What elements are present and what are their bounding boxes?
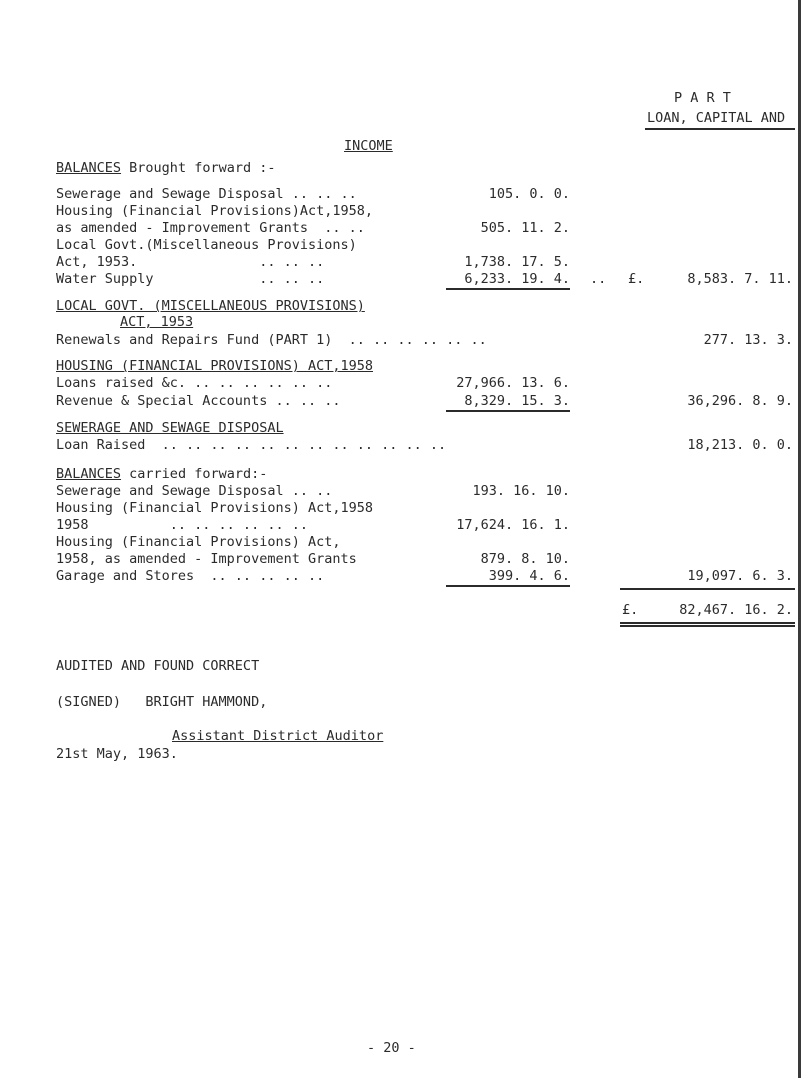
housing-subtotal-rule [446,410,570,412]
balances-cf-heading-rest: carried forward:- [129,466,268,482]
housing-row-label: Loans raised &c. .. .. .. .. .. .. [56,375,333,391]
balances-bf-heading-rest: Brought forward :- [129,160,276,176]
cf-row-label: 1958 .. .. .. .. .. .. [56,517,308,533]
local-govt-row-label: Renewals and Repairs Fund (PART 1) .. .. .. .. .. .. [56,332,487,348]
grand-total-amount: 82,467. 16. 2. [679,602,793,618]
cf-row-amount: 193. 16. 10. [472,483,570,499]
bf-row-label: Sewerage and Sewage Disposal .. .. .. [56,186,357,202]
housing-total: 36,296. 8. 9. [687,393,793,409]
section-rule [645,128,795,130]
bf-row-label: Local Govt.(Miscellaneous Provisions) [56,237,357,253]
balances-bf-heading [56,160,275,176]
cf-row-amount: 879. 8. 10. [480,551,570,567]
balances-bf-heading-word: BALANCES [56,160,122,176]
sewerage-heading: SEWERAGE AND SEWAGE DISPOSAL [56,420,284,436]
bf-row-amount: 6,233. 19. 4. [464,271,570,287]
housing-heading: HOUSING (FINANCIAL PROVISIONS) ACT,1958 [56,358,373,374]
balances-cf-heading-word: BALANCES [56,466,122,482]
income-heading: INCOME [344,138,393,154]
bf-total-leader: .. [590,271,607,287]
grand-total-rule-top [620,588,795,590]
cf-total: 19,097. 6. 3. [687,568,793,584]
local-govt-heading: LOCAL GOVT. (MISCELLANEOUS PROVISIONS) [56,298,365,314]
cf-row-label: Housing (Financial Provisions) Act, [56,534,341,550]
housing-row-amount: 27,966. 13. 6. [456,375,570,391]
cf-subtotal-rule [446,585,570,587]
grand-total-rule-bottom-2 [620,625,795,627]
bf-total: 8,583. 7. 11. [687,271,793,287]
cf-row-amount: 399. 4. 6. [488,568,570,584]
cf-row-label: Housing (Financial Provisions) Act,1958 [56,500,373,516]
signed-by: (SIGNED) BRIGHT HAMMOND, [56,694,268,710]
cf-row-label: 1958, as amended - Improvement Grants [56,551,357,567]
page-number: - 20 - [367,1040,416,1056]
bf-row-label: Housing (Financial Provisions)Act,1958, [56,203,373,219]
balances-cf-heading [56,466,267,482]
sewerage-row-amount: 18,213. 0. 0. [687,437,793,453]
section-title: LOAN, CAPITAL AND [647,110,786,126]
bf-total-currency: £. [628,271,645,287]
auditor-title: Assistant District Auditor [172,728,384,744]
date: 21st May, 1963. [56,746,178,762]
grand-total-currency: £. [622,602,639,618]
bf-row-label: Water Supply .. .. .. [56,271,325,287]
part-label: P A R T [674,90,731,106]
bf-subtotal-rule [446,288,570,290]
sewerage-row-label: Loan Raised .. .. .. .. .. .. .. .. .. .. .. .. [56,437,447,453]
bf-row-amount: 105. 0. 0. [488,186,570,202]
cf-row-amount: 17,624. 16. 1. [456,517,570,533]
housing-row-label: Revenue & Special Accounts .. .. .. [56,393,341,409]
bf-row-label: Act, 1953. .. .. .. [56,254,325,270]
bf-row-amount: 1,738. 17. 5. [464,254,570,270]
cf-row-label: Sewerage and Sewage Disposal .. .. [56,483,333,499]
audited-statement: AUDITED AND FOUND CORRECT [56,658,260,674]
local-govt-row-amount: 277. 13. 3. [703,332,793,348]
bf-row-amount: 505. 11. 2. [480,220,570,236]
cf-row-label: Garage and Stores .. .. .. .. .. [56,568,325,584]
grand-total-rule-bottom-1 [620,622,795,624]
local-govt-subheading: ACT, 1953 [120,314,194,330]
housing-row-amount: 8,329. 15. 3. [464,393,570,409]
bf-row-label: as amended - Improvement Grants .. .. [56,220,365,236]
